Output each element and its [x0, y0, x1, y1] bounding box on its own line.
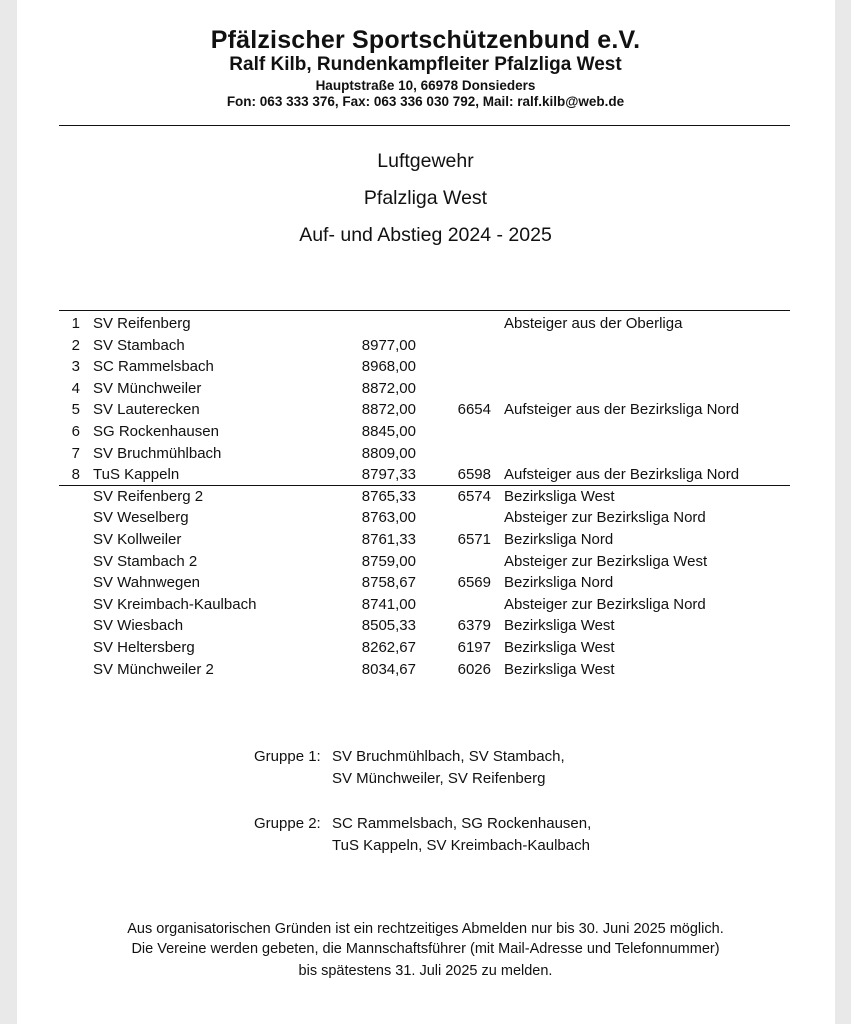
team-cell: SC Rammelsbach [93, 358, 214, 376]
alt-score-cell: 6574 [457, 487, 491, 505]
group-2-line-1: SC Rammelsbach, SG Rockenhausen, [332, 815, 592, 832]
league-title: Pfalzliga West [363, 187, 488, 209]
team-cell: SV Stambach 2 [93, 552, 198, 570]
table-row [0, 509, 851, 531]
score-cell: 8872,00 [361, 379, 416, 397]
group-1-line-1: SV Bruchmühlbach, SV Stambach, [332, 748, 565, 765]
score-cell: 8262,67 [361, 639, 416, 656]
group-2-line-2: TuS Kappeln, SV Kreimbach-Kaulbach [332, 837, 590, 854]
table-row [0, 445, 851, 467]
alt-score-cell: 6571 [457, 531, 491, 548]
score-cell: 8761,33 [361, 531, 416, 548]
alt-score-cell: 6598 [457, 466, 491, 484]
rank-cell: 8 [71, 466, 80, 484]
table-row [0, 358, 851, 380]
rank-cell: 7 [71, 444, 80, 462]
rank-cell: 4 [71, 379, 80, 397]
score-cell: 8845,00 [361, 423, 416, 440]
table-row [0, 380, 851, 402]
score-cell: 8797,33 [361, 466, 416, 484]
note-cell: Bezirksliga West [504, 487, 615, 505]
note-cell: Absteiger aus der Oberliga [504, 315, 683, 332]
rank-cell: 3 [71, 358, 80, 376]
group-1-line-2: SV Münchweiler, SV Reifenberg [332, 770, 546, 787]
team-cell: SV Stambach [93, 336, 185, 354]
team-cell: SV Lauterecken [93, 401, 200, 419]
org-name: Pfälzischer Sportschützenbund e.V. [210, 26, 641, 54]
team-cell: SV Kreimbach-Kaulbach [93, 595, 257, 613]
note-cell: Aufsteiger aus der Bezirksliga Nord [504, 401, 740, 419]
score-cell: 8759,00 [361, 552, 416, 570]
rank-cell: 1 [71, 315, 80, 332]
rank-cell: 6 [71, 423, 80, 440]
alt-score-cell: 6569 [457, 574, 491, 592]
score-cell: 8758,67 [361, 574, 416, 592]
note-cell: Bezirksliga West [504, 660, 615, 678]
rank-cell: 5 [71, 401, 80, 419]
score-cell: 8763,00 [361, 509, 416, 527]
table-top-rule [59, 310, 790, 311]
note-cell: Absteiger zur Bezirksliga West [504, 552, 708, 570]
alt-score-cell: 6026 [457, 660, 491, 678]
table-row [0, 661, 851, 683]
table-row [0, 315, 851, 337]
footer-line-2: Die Vereine werden gebeten, die Mannschaftsführer (mit Mail-Adresse und Telefonnummer) [131, 941, 720, 957]
group-2-label: Gruppe 2: [254, 815, 321, 832]
team-cell: TuS Kappeln [93, 466, 180, 484]
team-cell: SV Kollweiler [93, 531, 182, 548]
alt-score-cell: 6379 [457, 617, 491, 635]
score-cell: 8977,00 [361, 336, 416, 354]
team-cell: SV Wahnwegen [93, 574, 201, 592]
team-cell: SV Münchweiler [93, 379, 202, 397]
note-cell: Bezirksliga Nord [504, 574, 614, 592]
score-cell: 8968,00 [361, 358, 416, 376]
team-cell: SG Rockenhausen [93, 423, 219, 440]
table-row [0, 574, 851, 596]
team-cell: SV Reifenberg 2 [93, 487, 204, 505]
table-row [0, 617, 851, 639]
note-cell: Bezirksliga Nord [504, 531, 614, 548]
table-row [0, 639, 851, 661]
team-cell: SV Bruchmühlbach [93, 444, 222, 462]
score-cell: 8765,33 [361, 487, 416, 505]
season-title: Auf- und Abstieg 2024 - 2025 [299, 224, 552, 246]
note-cell: Absteiger zur Bezirksliga Nord [504, 509, 706, 527]
team-cell: SV Weselberg [93, 509, 189, 527]
note-cell: Aufsteiger aus der Bezirksliga Nord [504, 466, 740, 484]
team-cell: SV Münchweiler 2 [93, 660, 214, 678]
score-cell: 8741,00 [361, 595, 416, 613]
table-row [0, 531, 851, 553]
team-cell: SV Heltersberg [93, 639, 195, 656]
promotion-cutoff-rule [59, 485, 790, 486]
alt-score-cell: 6654 [457, 401, 491, 419]
footer-line-1: Aus organisatorischen Gründen ist ein rechtzeitiges Abmelden nur bis 30. Juni 2025 möglich. [127, 921, 724, 937]
note-cell: Bezirksliga West [504, 617, 615, 635]
table-row [0, 423, 851, 445]
leader-line: Ralf Kilb, Rundenkampfleiter Pfalzliga West [229, 54, 622, 75]
table-row [0, 553, 851, 575]
discipline-title: Luftgewehr [377, 150, 474, 172]
score-cell: 8034,67 [361, 660, 416, 678]
score-cell: 8872,00 [361, 401, 416, 419]
table-row [0, 488, 851, 510]
note-cell: Absteiger zur Bezirksliga Nord [504, 595, 706, 613]
group-1-label: Gruppe 1: [254, 748, 321, 765]
alt-score-cell: 6197 [457, 639, 491, 656]
address-line: Hauptstraße 10, 66978 Donsieders [315, 78, 536, 93]
score-cell: 8505,33 [361, 617, 416, 635]
table-row [0, 596, 851, 618]
contact-line: Fon: 063 333 376, Fax: 063 336 030 792, Mail: ralf.kilb@web.de [226, 94, 625, 109]
score-cell: 8809,00 [361, 444, 416, 462]
table-row [0, 337, 851, 359]
rank-cell: 2 [71, 336, 80, 354]
team-cell: SV Wiesbach [93, 617, 184, 635]
header-rule [59, 125, 790, 126]
note-cell: Bezirksliga West [504, 639, 615, 656]
table-row [0, 401, 851, 423]
team-cell: SV Reifenberg [93, 315, 191, 332]
footer-line-3: bis spätestens 31. Juli 2025 zu melden. [298, 963, 553, 979]
